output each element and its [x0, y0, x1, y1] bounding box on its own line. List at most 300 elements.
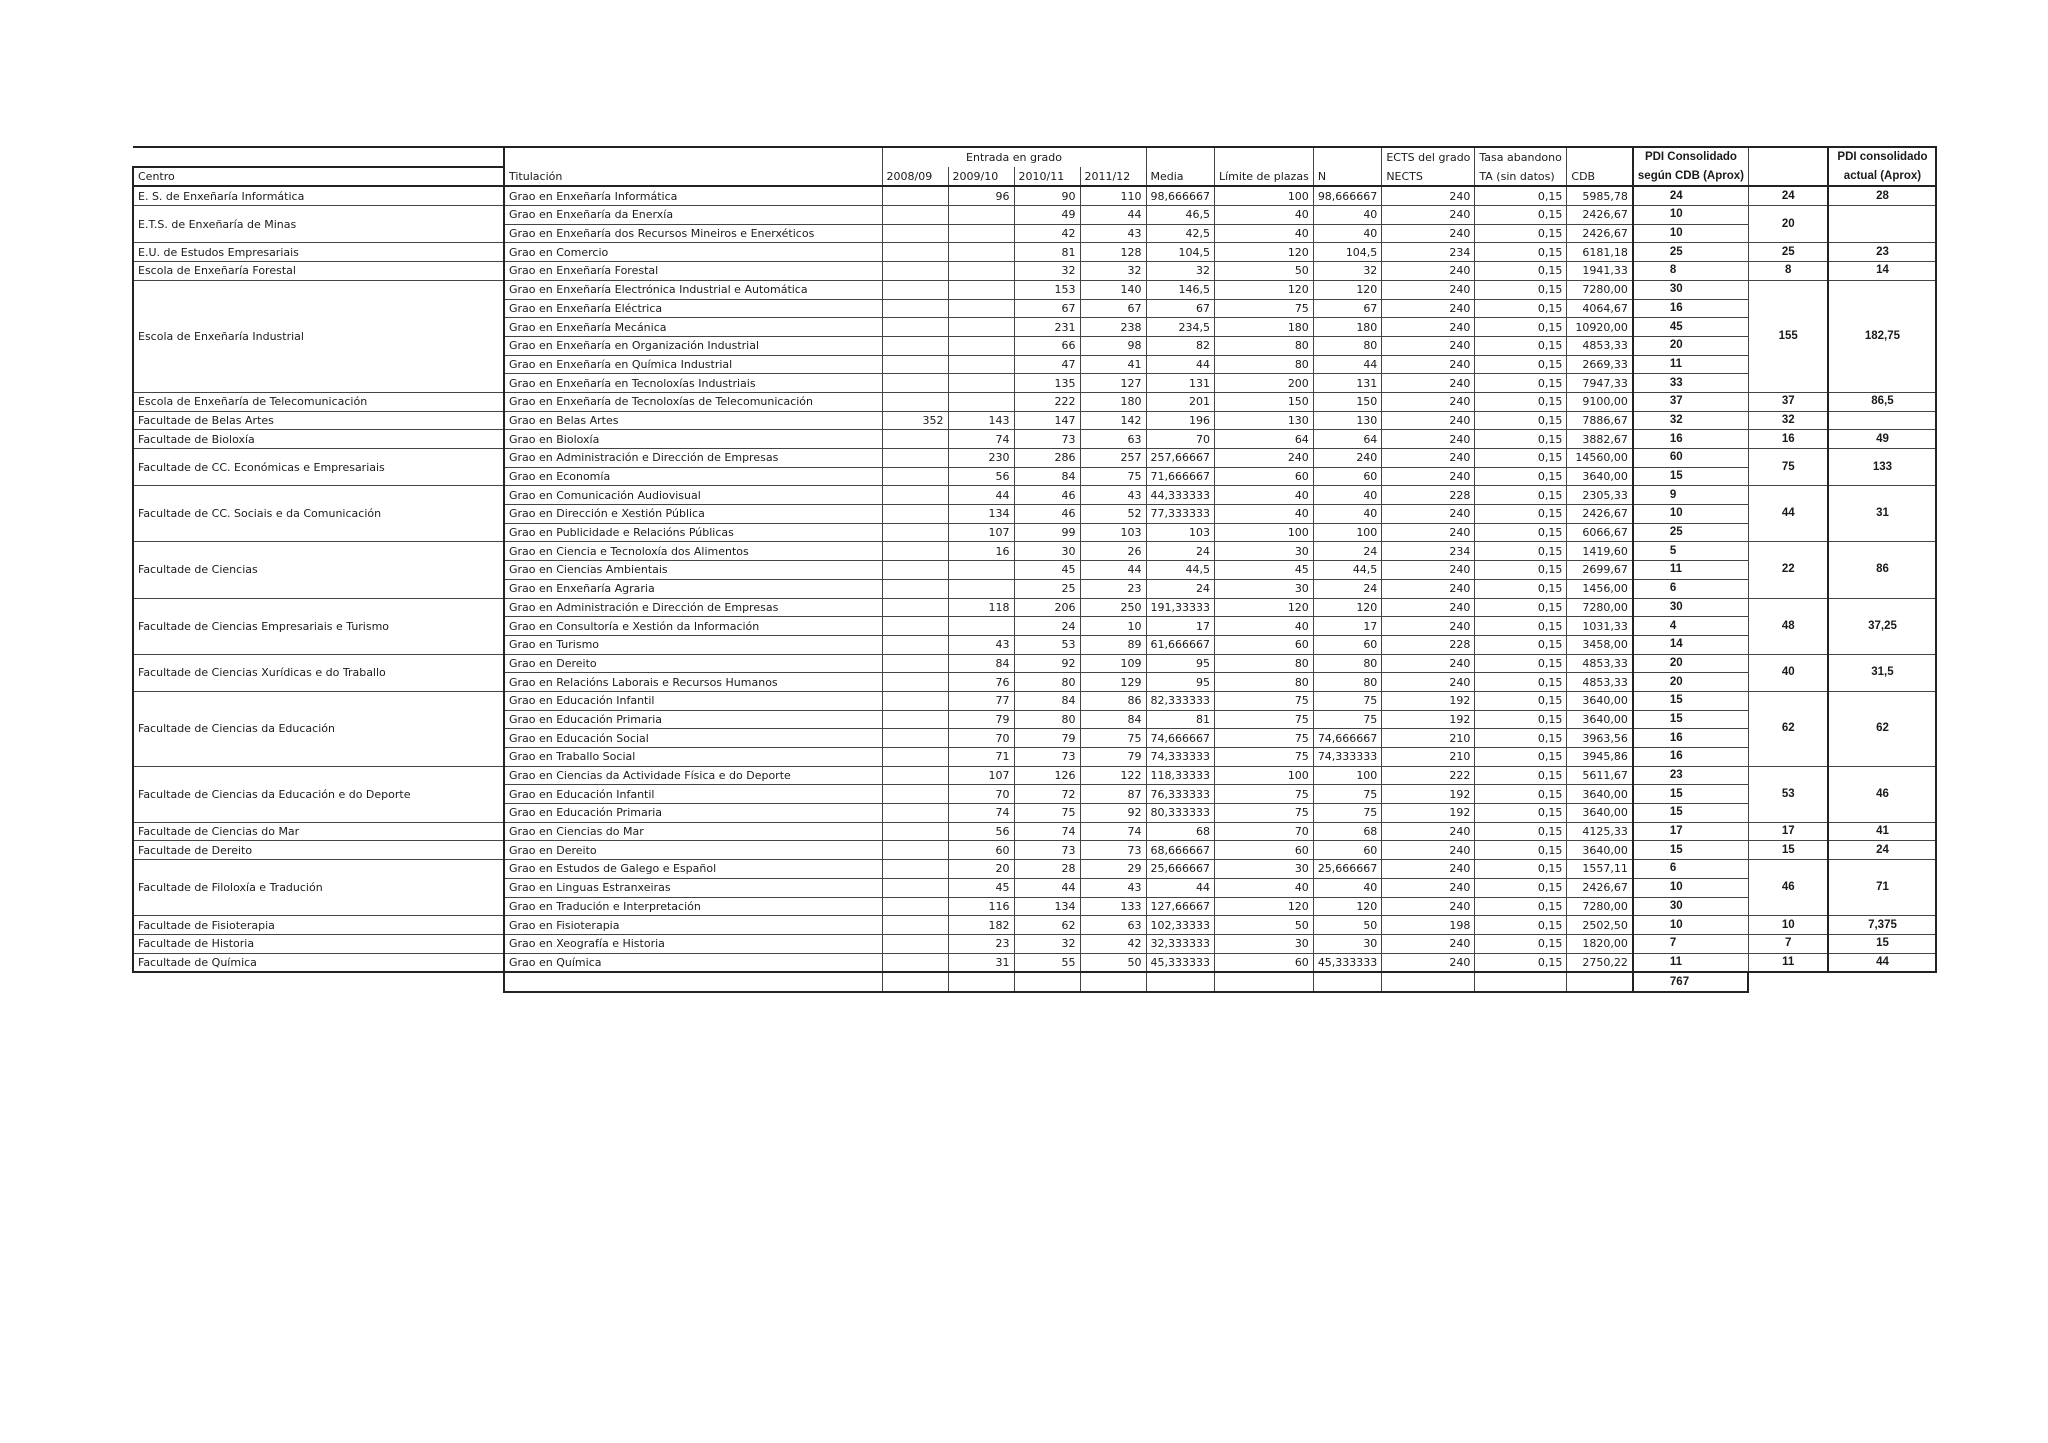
- cell-pdi-row: 4: [1633, 617, 1749, 636]
- cell-2010: 53: [1014, 635, 1080, 654]
- cell-pdi-row: 17: [1633, 822, 1749, 841]
- cell-ta: 0,15: [1475, 916, 1567, 935]
- cell-ta: 0,15: [1475, 505, 1567, 524]
- total-empty-cell: [948, 972, 1014, 992]
- cell-pdi-actual: 37,25: [1828, 598, 1936, 654]
- cell-limite: 75: [1215, 710, 1314, 729]
- cell-2010: 126: [1014, 766, 1080, 785]
- cell-2009: 44: [948, 486, 1014, 505]
- cell-2009: [948, 392, 1014, 411]
- cell-pdi-row: 24: [1633, 186, 1749, 205]
- header-entrada-group: Entrada en grado: [882, 147, 1146, 167]
- cell-2011: 86: [1080, 691, 1146, 710]
- cell-cdb: 3640,00: [1567, 710, 1633, 729]
- centro-name: Facultade de CC. Sociais e da Comunicación: [133, 486, 504, 542]
- cell-2009: 20: [948, 860, 1014, 879]
- cell-limite: 45: [1215, 561, 1314, 580]
- cell-limite: 30: [1215, 934, 1314, 953]
- centro-name: E.U. de Estudos Empresariais: [133, 243, 504, 262]
- cell-ta: 0,15: [1475, 355, 1567, 374]
- cell-ta: 0,15: [1475, 804, 1567, 823]
- cell-limite: 75: [1215, 748, 1314, 767]
- cell-2011: 75: [1080, 729, 1146, 748]
- header-gap-2: [1748, 167, 1828, 187]
- cell-2010: 73: [1014, 748, 1080, 767]
- cell-pdi-row: 20: [1633, 336, 1749, 355]
- cell-2009: [948, 355, 1014, 374]
- cell-cdb: 3640,00: [1567, 467, 1633, 486]
- cell-titulacion: Grao en Enxeñaría Agraria: [504, 579, 882, 598]
- cell-2010: 46: [1014, 505, 1080, 524]
- cell-n: 45,333333: [1313, 953, 1382, 972]
- cell-pdi-actual: 62: [1828, 691, 1936, 766]
- cell-2010: 74: [1014, 822, 1080, 841]
- cell-n: 74,333333: [1313, 748, 1382, 767]
- cell-nects: 240: [1382, 561, 1475, 580]
- centro-name: Facultade de Ciencias da Educación: [133, 691, 504, 766]
- cell-2010: 45: [1014, 561, 1080, 580]
- cell-2011: 50: [1080, 953, 1146, 972]
- cell-2011: 43: [1080, 486, 1146, 505]
- cell-media: 74,333333: [1146, 748, 1215, 767]
- cell-2011: 52: [1080, 505, 1146, 524]
- cell-limite: 60: [1215, 467, 1314, 486]
- cell-cdb: 2426,67: [1567, 878, 1633, 897]
- cell-cdb: 2699,67: [1567, 561, 1633, 580]
- cell-n: 44,5: [1313, 561, 1382, 580]
- cell-limite: 40: [1215, 206, 1314, 225]
- cell-titulacion: Grao en Química: [504, 953, 882, 972]
- cell-nects: 240: [1382, 860, 1475, 879]
- cell-nects: 240: [1382, 299, 1475, 318]
- cell-pdi-row: 10: [1633, 224, 1749, 243]
- header-blank-media: [1146, 147, 1215, 167]
- header-pdi-cdb-2: según CDB (Aprox): [1633, 167, 1749, 187]
- cell-limite: 40: [1215, 617, 1314, 636]
- cell-2010: 25: [1014, 579, 1080, 598]
- cell-pdi-actual: 31,5: [1828, 654, 1936, 691]
- cell-2009: 96: [948, 186, 1014, 205]
- cell-ta: 0,15: [1475, 710, 1567, 729]
- total-empty-cell: [1080, 972, 1146, 992]
- cell-2010: 134: [1014, 897, 1080, 916]
- cell-ta: 0,15: [1475, 579, 1567, 598]
- cell-pdi-row: 15: [1633, 691, 1749, 710]
- cell-limite: 80: [1215, 654, 1314, 673]
- cell-titulacion: Grao en Enxeñaría da Enerxía: [504, 206, 882, 225]
- cell-nects: 240: [1382, 430, 1475, 449]
- cell-2008: [882, 934, 948, 953]
- cell-nects: 240: [1382, 897, 1475, 916]
- header-ects-group: ECTS del grado: [1382, 147, 1475, 167]
- table-row: [133, 860, 1936, 879]
- cell-ta: 0,15: [1475, 374, 1567, 393]
- cell-pdi-cdb-centro: 20: [1748, 206, 1828, 243]
- cell-titulacion: Grao en Linguas Estranxeiras: [504, 878, 882, 897]
- cell-pdi-actual: [1828, 411, 1936, 430]
- cell-n: 98,666667: [1313, 186, 1382, 205]
- cell-2010: 46: [1014, 486, 1080, 505]
- cell-nects: 240: [1382, 392, 1475, 411]
- cell-ta: 0,15: [1475, 243, 1567, 262]
- cell-n: 131: [1313, 374, 1382, 393]
- cell-n: 75: [1313, 710, 1382, 729]
- cell-pdi-row: 20: [1633, 654, 1749, 673]
- cell-titulacion: Grao en Enxeñaría de Tecnoloxías de Telecomunicación: [504, 392, 882, 411]
- cell-pdi-row: 15: [1633, 467, 1749, 486]
- cell-cdb: 4125,33: [1567, 822, 1633, 841]
- cell-ta: 0,15: [1475, 748, 1567, 767]
- cell-media: 32: [1146, 262, 1215, 281]
- table-row: [133, 243, 1936, 262]
- header-limite: Límite de plazas: [1215, 167, 1314, 187]
- cell-titulacion: Grao en Enxeñaría Electrónica Industrial e Automática: [504, 280, 882, 299]
- cell-media: 46,5: [1146, 206, 1215, 225]
- cell-cdb: 7886,67: [1567, 411, 1633, 430]
- cell-2008: [882, 691, 948, 710]
- cell-titulacion: Grao en Comunicación Audiovisual: [504, 486, 882, 505]
- cell-2008: [882, 206, 948, 225]
- cell-pdi-row: 5: [1633, 542, 1749, 561]
- cell-media: 118,33333: [1146, 766, 1215, 785]
- table-row: [133, 654, 1936, 673]
- cell-2010: 92: [1014, 654, 1080, 673]
- cell-pdi-cdb-centro: 7: [1748, 934, 1828, 953]
- cell-2011: 26: [1080, 542, 1146, 561]
- cell-2011: 98: [1080, 336, 1146, 355]
- header-cdb: CDB: [1567, 167, 1633, 187]
- cell-2008: [882, 598, 948, 617]
- table-row: [133, 691, 1936, 710]
- cell-2009: 182: [948, 916, 1014, 935]
- cell-pdi-cdb-centro: 16: [1748, 430, 1828, 449]
- cell-media: 234,5: [1146, 318, 1215, 337]
- cell-cdb: 5985,78: [1567, 186, 1633, 205]
- cell-ta: 0,15: [1475, 467, 1567, 486]
- cell-2011: 44: [1080, 206, 1146, 225]
- cell-limite: 120: [1215, 598, 1314, 617]
- cell-media: 25,666667: [1146, 860, 1215, 879]
- cell-2010: 84: [1014, 467, 1080, 486]
- cell-cdb: 4853,33: [1567, 654, 1633, 673]
- cell-media: 76,333333: [1146, 785, 1215, 804]
- cell-ta: 0,15: [1475, 280, 1567, 299]
- cell-nects: 240: [1382, 411, 1475, 430]
- header-titulacion: Titulación: [504, 167, 882, 187]
- cell-limite: 50: [1215, 916, 1314, 935]
- cell-media: 81: [1146, 710, 1215, 729]
- cell-cdb: 3945,86: [1567, 748, 1633, 767]
- cell-2009: 60: [948, 841, 1014, 860]
- cell-2010: 153: [1014, 280, 1080, 299]
- cell-2009: [948, 336, 1014, 355]
- cell-2008: [882, 729, 948, 748]
- header-ta: TA (sin datos): [1475, 167, 1567, 187]
- centro-name: Facultade de Bioloxía: [133, 430, 504, 449]
- total-value: 767: [1633, 972, 1749, 992]
- cell-cdb: 1820,00: [1567, 934, 1633, 953]
- cell-2010: 231: [1014, 318, 1080, 337]
- cell-2010: 80: [1014, 673, 1080, 692]
- cell-nects: 240: [1382, 617, 1475, 636]
- cell-2009: [948, 206, 1014, 225]
- cell-pdi-row: 37: [1633, 392, 1749, 411]
- cell-cdb: 4064,67: [1567, 299, 1633, 318]
- cell-media: 74,666667: [1146, 729, 1215, 748]
- cell-2009: [948, 617, 1014, 636]
- cell-n: 67: [1313, 299, 1382, 318]
- cell-2011: 43: [1080, 224, 1146, 243]
- cell-media: 191,33333: [1146, 598, 1215, 617]
- cell-titulacion: Grao en Enxeñaría Forestal: [504, 262, 882, 281]
- cell-titulacion: Grao en Estudos de Galego e Español: [504, 860, 882, 879]
- centro-name: E. S. de Enxeñaría Informática: [133, 186, 504, 205]
- cell-2011: 89: [1080, 635, 1146, 654]
- cell-n: 40: [1313, 486, 1382, 505]
- cell-pdi-row: 10: [1633, 878, 1749, 897]
- total-empty-cell: [1475, 972, 1567, 992]
- cell-2011: 23: [1080, 579, 1146, 598]
- cell-nects: 192: [1382, 785, 1475, 804]
- cell-2009: 107: [948, 766, 1014, 785]
- cell-2010: 73: [1014, 841, 1080, 860]
- cell-cdb: 3640,00: [1567, 841, 1633, 860]
- table-row: [133, 822, 1936, 841]
- table-row: [133, 916, 1936, 935]
- cell-2009: 107: [948, 523, 1014, 542]
- cell-limite: 40: [1215, 505, 1314, 524]
- header-nects: NECTS: [1382, 167, 1475, 187]
- cell-2009: 56: [948, 822, 1014, 841]
- header-gap: [1748, 147, 1828, 167]
- cell-nects: 240: [1382, 579, 1475, 598]
- cell-2011: 84: [1080, 710, 1146, 729]
- cell-media: 95: [1146, 654, 1215, 673]
- cell-nects: 240: [1382, 505, 1475, 524]
- cell-2008: [882, 953, 948, 972]
- cell-2008: [882, 673, 948, 692]
- cell-cdb: 2750,22: [1567, 953, 1633, 972]
- cell-nects: 222: [1382, 766, 1475, 785]
- cell-n: 80: [1313, 336, 1382, 355]
- cell-pdi-row: 10: [1633, 505, 1749, 524]
- cell-2008: [882, 430, 948, 449]
- cell-nects: 240: [1382, 374, 1475, 393]
- cell-limite: 75: [1215, 804, 1314, 823]
- cell-n: 100: [1313, 523, 1382, 542]
- cell-pdi-row: 11: [1633, 561, 1749, 580]
- cell-2009: 77: [948, 691, 1014, 710]
- cell-titulacion: Grao en Educación Primaria: [504, 710, 882, 729]
- cell-pdi-cdb-centro: 11: [1748, 953, 1828, 972]
- cell-2008: [882, 654, 948, 673]
- cell-2011: 75: [1080, 467, 1146, 486]
- cell-media: 67: [1146, 299, 1215, 318]
- cell-2011: 257: [1080, 449, 1146, 468]
- table-row: [133, 206, 1936, 225]
- cell-2011: 79: [1080, 748, 1146, 767]
- header-blank-tit: [504, 147, 882, 167]
- cell-cdb: 9100,00: [1567, 392, 1633, 411]
- cell-media: 61,666667: [1146, 635, 1215, 654]
- cell-nects: 240: [1382, 355, 1475, 374]
- cell-2010: 28: [1014, 860, 1080, 879]
- header-centro: Centro: [133, 167, 504, 187]
- cell-titulacion: Grao en Ciencias do Mar: [504, 822, 882, 841]
- cell-2008: [882, 804, 948, 823]
- cell-media: 102,33333: [1146, 916, 1215, 935]
- header-pdi-actual-1: PDI consolidado: [1828, 147, 1936, 167]
- cell-2008: [882, 374, 948, 393]
- cell-nects: 240: [1382, 262, 1475, 281]
- cell-2008: [882, 766, 948, 785]
- header-2009: 2009/10: [948, 167, 1014, 187]
- cell-media: 70: [1146, 430, 1215, 449]
- cell-cdb: 5611,67: [1567, 766, 1633, 785]
- cell-n: 24: [1313, 542, 1382, 561]
- cell-nects: 210: [1382, 748, 1475, 767]
- cell-ta: 0,15: [1475, 486, 1567, 505]
- cell-n: 104,5: [1313, 243, 1382, 262]
- cell-2011: 63: [1080, 916, 1146, 935]
- cell-2009: [948, 262, 1014, 281]
- total-empty-cell: [1014, 972, 1080, 992]
- cell-cdb: 6066,67: [1567, 523, 1633, 542]
- centro-name: Facultade de Historia: [133, 934, 504, 953]
- cell-ta: 0,15: [1475, 430, 1567, 449]
- cell-limite: 100: [1215, 186, 1314, 205]
- cell-n: 40: [1313, 224, 1382, 243]
- table-row: [133, 841, 1936, 860]
- cell-2009: 16: [948, 542, 1014, 561]
- cell-limite: 100: [1215, 766, 1314, 785]
- cell-pdi-row: 15: [1633, 804, 1749, 823]
- cell-2010: 47: [1014, 355, 1080, 374]
- cell-pdi-row: 6: [1633, 579, 1749, 598]
- cell-2011: 127: [1080, 374, 1146, 393]
- cell-2010: 67: [1014, 299, 1080, 318]
- cell-limite: 75: [1215, 299, 1314, 318]
- cell-2009: [948, 561, 1014, 580]
- cell-nects: 240: [1382, 822, 1475, 841]
- cell-n: 40: [1313, 505, 1382, 524]
- header-media: Media: [1146, 167, 1215, 187]
- cell-limite: 60: [1215, 635, 1314, 654]
- cell-media: 257,66667: [1146, 449, 1215, 468]
- cell-limite: 240: [1215, 449, 1314, 468]
- cell-n: 24: [1313, 579, 1382, 598]
- cell-ta: 0,15: [1475, 934, 1567, 953]
- cell-n: 60: [1313, 841, 1382, 860]
- cell-limite: 40: [1215, 224, 1314, 243]
- cell-pdi-row: 6: [1633, 860, 1749, 879]
- cell-limite: 75: [1215, 785, 1314, 804]
- cell-limite: 75: [1215, 729, 1314, 748]
- cell-2011: 142: [1080, 411, 1146, 430]
- cell-pdi-actual: 23: [1828, 243, 1936, 262]
- cell-limite: 75: [1215, 691, 1314, 710]
- total-empty-cell: [1215, 972, 1314, 992]
- cell-pdi-actual: 71: [1828, 860, 1936, 916]
- cell-limite: 100: [1215, 523, 1314, 542]
- cell-media: 77,333333: [1146, 505, 1215, 524]
- cell-2008: [882, 486, 948, 505]
- cell-ta: 0,15: [1475, 878, 1567, 897]
- cell-2011: 238: [1080, 318, 1146, 337]
- cell-cdb: 3963,56: [1567, 729, 1633, 748]
- cell-n: 40: [1313, 878, 1382, 897]
- cell-nects: 234: [1382, 542, 1475, 561]
- cell-limite: 30: [1215, 542, 1314, 561]
- cell-n: 60: [1313, 467, 1382, 486]
- cell-cdb: 2426,67: [1567, 206, 1633, 225]
- cell-2008: [882, 505, 948, 524]
- cell-ta: 0,15: [1475, 392, 1567, 411]
- cell-pdi-cdb-centro: 40: [1748, 654, 1828, 691]
- cell-nects: 240: [1382, 206, 1475, 225]
- cell-2011: 32: [1080, 262, 1146, 281]
- cell-nects: 240: [1382, 336, 1475, 355]
- cell-nects: 240: [1382, 280, 1475, 299]
- cell-nects: 234: [1382, 243, 1475, 262]
- cell-2009: 230: [948, 449, 1014, 468]
- cell-titulacion: Grao en Educación Social: [504, 729, 882, 748]
- cell-nects: 240: [1382, 523, 1475, 542]
- cell-2011: 73: [1080, 841, 1146, 860]
- cell-pdi-row: 10: [1633, 916, 1749, 935]
- cell-2009: [948, 579, 1014, 598]
- cell-cdb: 3458,00: [1567, 635, 1633, 654]
- cell-pdi-row: 14: [1633, 635, 1749, 654]
- cell-nects: 240: [1382, 186, 1475, 205]
- cell-ta: 0,15: [1475, 542, 1567, 561]
- cell-cdb: 10920,00: [1567, 318, 1633, 337]
- cell-nects: 240: [1382, 467, 1475, 486]
- cell-titulacion: Grao en Ciencia e Tecnoloxía dos Alimentos: [504, 542, 882, 561]
- centro-name: Facultade de Química: [133, 953, 504, 972]
- cell-2009: 79: [948, 710, 1014, 729]
- cell-nects: 240: [1382, 224, 1475, 243]
- cell-pdi-actual: 133: [1828, 449, 1936, 486]
- centro-name: Facultade de Filoloxía e Tradución: [133, 860, 504, 916]
- cell-2009: 74: [948, 430, 1014, 449]
- cell-2010: 49: [1014, 206, 1080, 225]
- cell-2008: [882, 635, 948, 654]
- centro-name: Escola de Enxeñaría Industrial: [133, 280, 504, 392]
- cell-pdi-row: 11: [1633, 355, 1749, 374]
- cell-titulacion: Grao en Dereito: [504, 841, 882, 860]
- cell-2008: [882, 579, 948, 598]
- cell-2009: 134: [948, 505, 1014, 524]
- data-table: [132, 146, 1937, 993]
- cell-2011: 128: [1080, 243, 1146, 262]
- cell-titulacion: Grao en Tradución e Interpretación: [504, 897, 882, 916]
- cell-media: 82: [1146, 336, 1215, 355]
- cell-2011: 44: [1080, 561, 1146, 580]
- cell-pdi-cdb-centro: 37: [1748, 392, 1828, 411]
- total-empty-cell: [1567, 972, 1633, 992]
- cell-2010: 99: [1014, 523, 1080, 542]
- cell-titulacion: Grao en Dereito: [504, 654, 882, 673]
- cell-nects: 240: [1382, 449, 1475, 468]
- cell-media: 32,333333: [1146, 934, 1215, 953]
- cell-titulacion: Grao en Economía: [504, 467, 882, 486]
- cell-ta: 0,15: [1475, 299, 1567, 318]
- cell-2010: 222: [1014, 392, 1080, 411]
- cell-cdb: 7947,33: [1567, 374, 1633, 393]
- cell-pdi-cdb-centro: 75: [1748, 449, 1828, 486]
- cell-nects: 240: [1382, 934, 1475, 953]
